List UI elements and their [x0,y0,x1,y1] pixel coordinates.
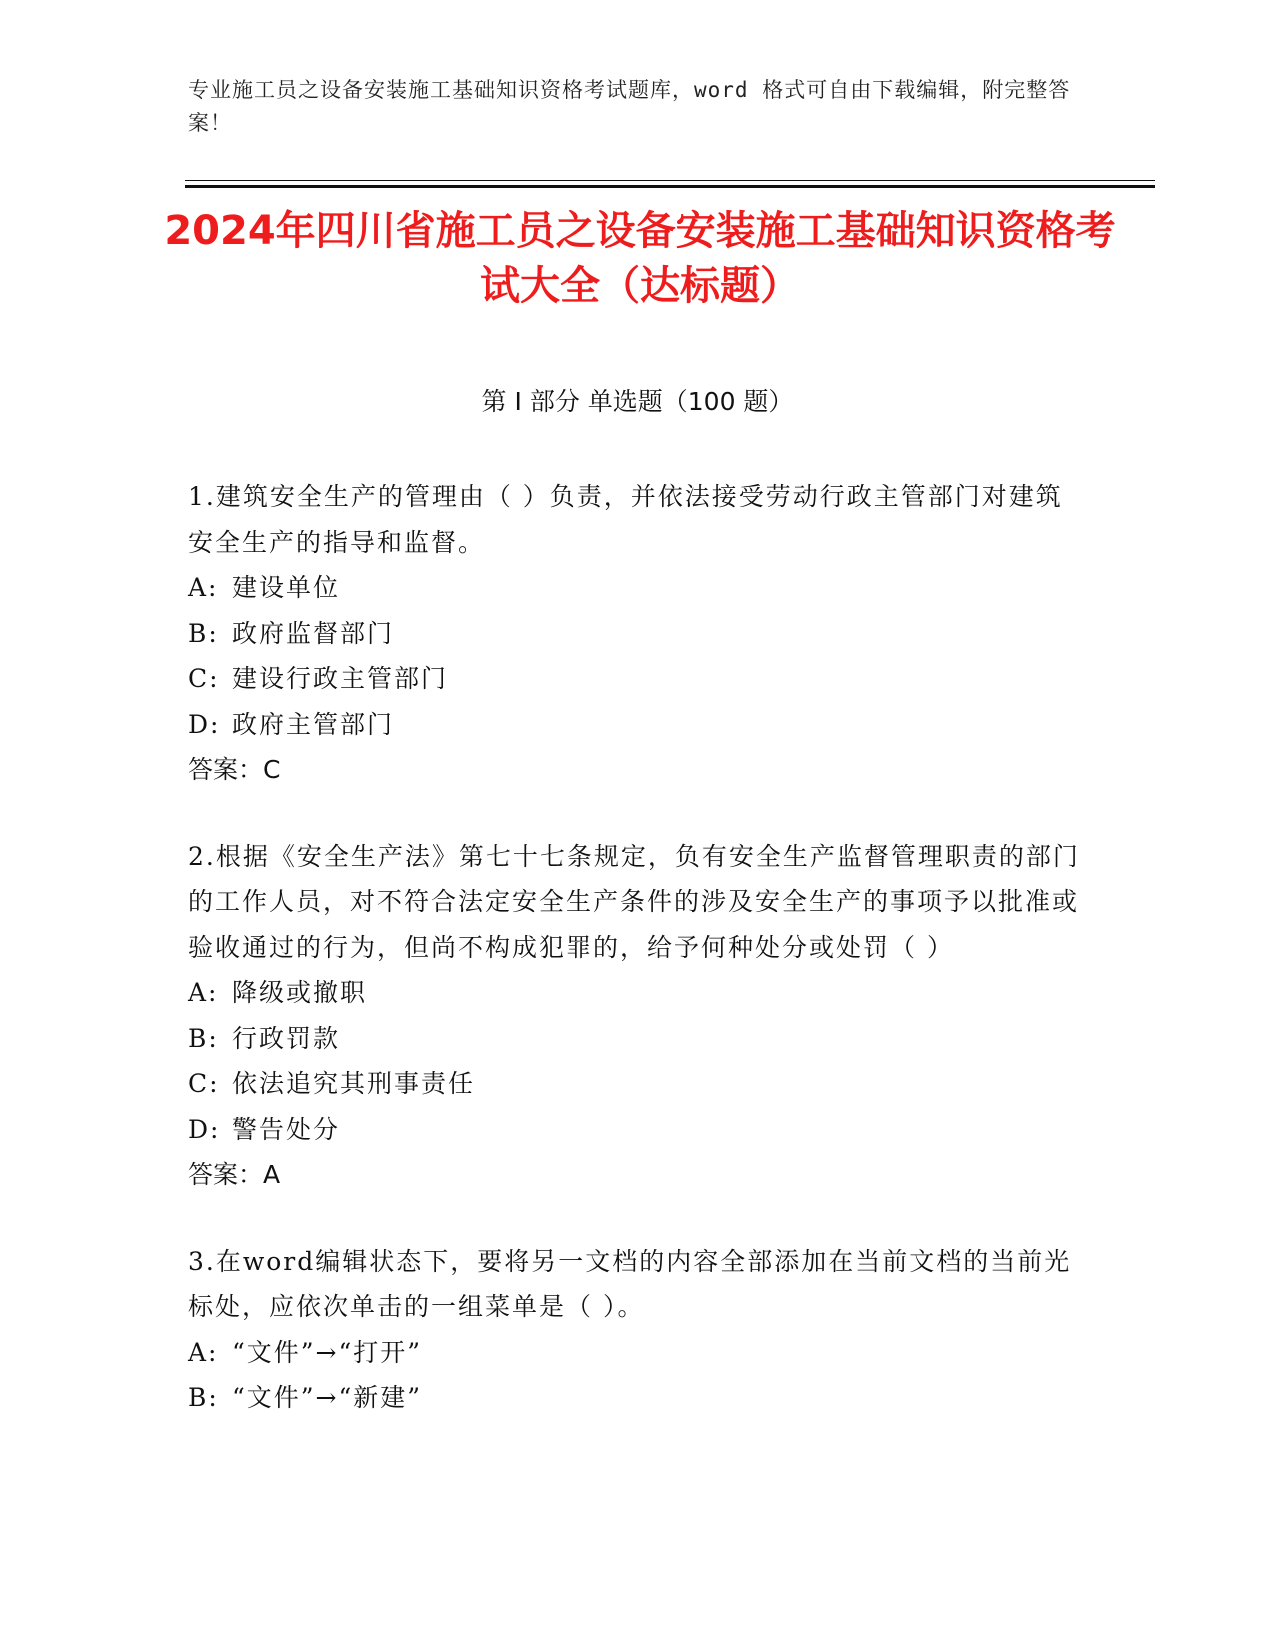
question-stem: 2.根据《安全生产法》第七十七条规定，负有安全生产监督管理职责的部门的工作人员，对不符合法定安全生产条件的涉及安全生产的事项予以批准或验收通过的行为，但尚不构成犯罪的，给予何种处分或处罚（ ） [188,841,1080,962]
header-rule-thick [185,185,1155,188]
option-text: 政府监督部门 [232,618,395,648]
option-letter: C: [188,1069,220,1098]
question-stem: 1.建筑安全生产的管理由（ ）负责，并依法接受劳动行政主管部门对建筑安全生产的指导和监督。 [188,482,1063,557]
option-d [188,702,1088,748]
header-note: 专业施工员之设备安装施工基础知识资格考试题库，word 格式可自由下载编辑，附完整答案！ [188,78,1071,135]
option-c [188,656,1088,702]
question-list [188,474,1088,1462]
option-b [188,1016,1088,1062]
option-letter: B: [188,1023,219,1053]
option-a [188,1330,1088,1376]
question-stem: 3.在word编辑状态下，要将另一文档的内容全部添加在当前文档的当前光标处，应依次单击的一组菜单是（ ）。 [188,1246,1072,1321]
header-rule-thin [185,180,1155,181]
question-3 [188,1239,1088,1421]
option-text: 行政罚款 [232,1023,341,1053]
option-text: 建设行政主管部门 [232,664,449,693]
option-text: 降级或撤职 [232,978,368,1007]
question-2 [188,834,1088,1198]
answer-line: 答案：C [188,755,281,784]
option-letter: C: [188,664,220,693]
option-text: 建设单位 [232,573,341,602]
option-c [188,1061,1088,1107]
option-letter: D: [188,1114,221,1144]
option-text: 警告处分 [232,1114,341,1144]
option-text: 依法追究其刑事责任 [232,1069,476,1098]
option-d [188,1107,1088,1153]
option-b [188,1375,1088,1421]
answer-line: 答案：A [188,1160,281,1189]
option-text: 政府主管部门 [232,709,395,739]
option-b [188,611,1088,657]
option-a [188,565,1088,611]
option-text: “文件”→“新建” [232,1383,423,1412]
option-text: “文件”→“打开” [232,1337,423,1367]
option-a [188,970,1088,1016]
option-letter: B: [188,618,219,648]
option-letter: B: [188,1383,219,1412]
option-letter: A: [188,978,219,1007]
option-letter: D: [188,709,221,739]
document-title: 2024年四川省施工员之设备安装施工基础知识资格考试大全（达标题） [164,208,1116,309]
option-letter: A: [188,1337,219,1367]
option-letter: A: [188,573,219,602]
section-title: 第 I 部分 单选题（100 题） [481,387,794,416]
question-1 [188,474,1088,793]
